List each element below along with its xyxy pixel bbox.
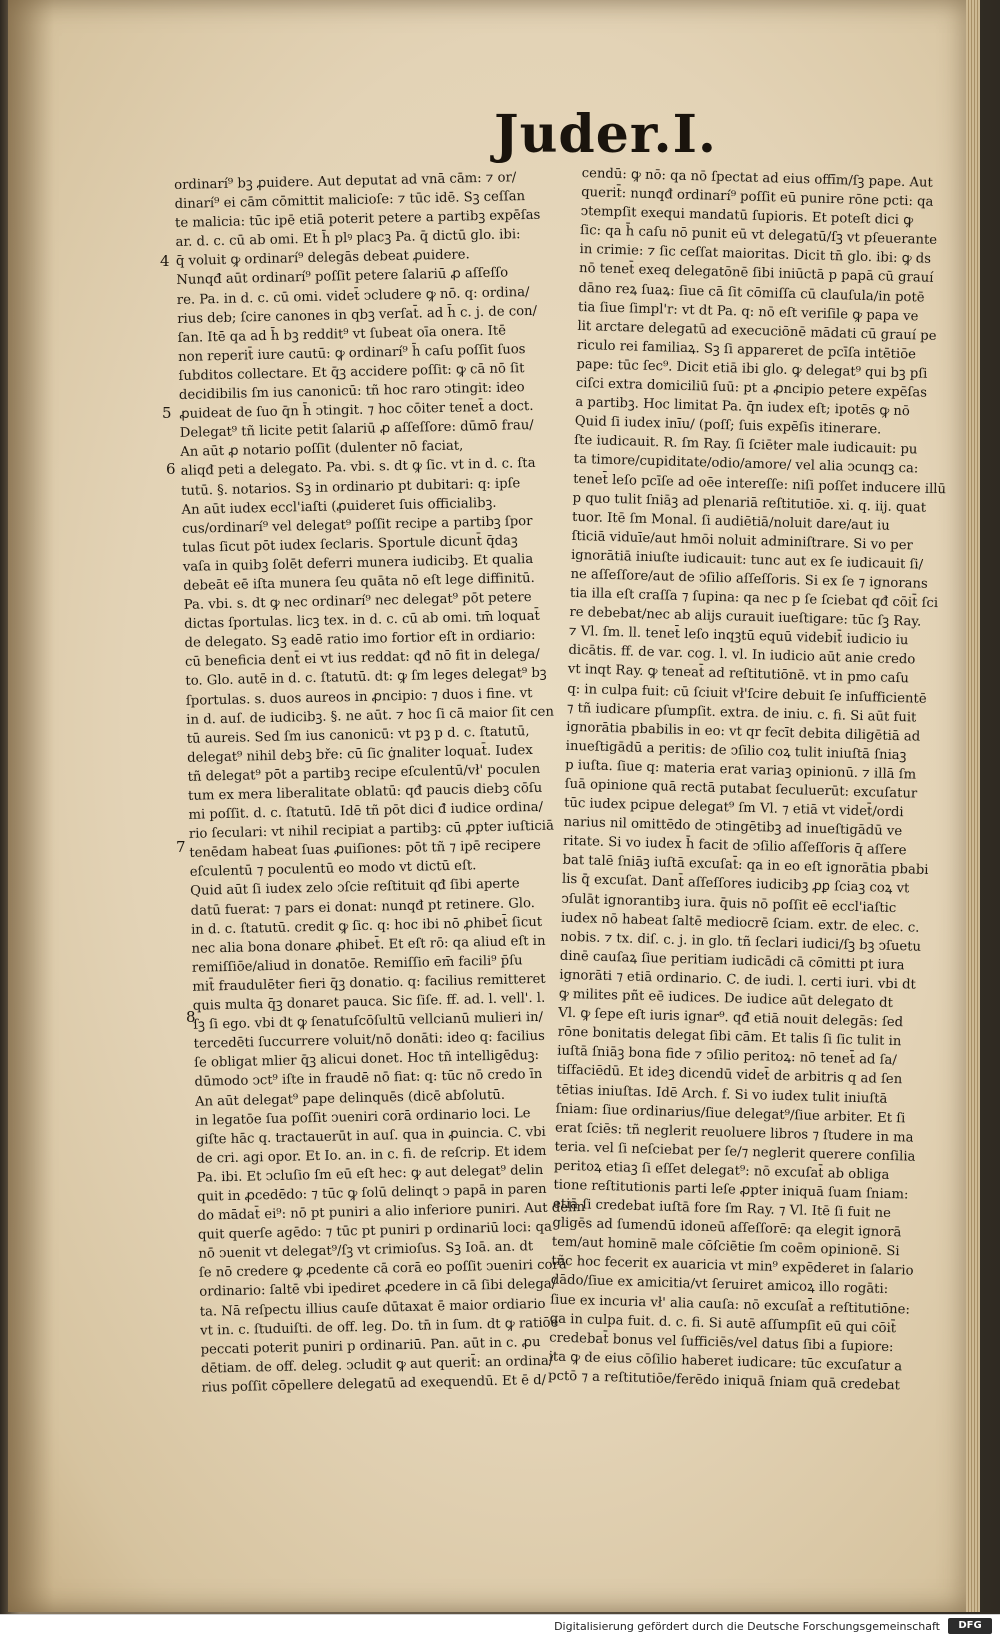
text-line: dicātis. ff. de var. cog. l. vl. In iudicio aūt anie credo (568, 643, 916, 668)
text-line: Pa. ibi. Et ↄcluſio ſm eū eſt hec: ꝙ aut delegat⁹ delin (196, 1162, 544, 1186)
text-line: delegat⁹ nihil debꝫ bře: cū ſic ġnaliter loquat̄. Iudex (187, 742, 533, 766)
text-line: vt inqt Ray. ꝙ teneat̄ ad reſtitutiōnē. vt in pmo caſu (567, 662, 910, 687)
text-line: mi poſſit. d. c. ſtatutū. Idē tñ pōt dici đ iudice ordina/ (188, 799, 544, 823)
text-line: An aūt iudex eccl'iaſti (ꝓuideret ſuis officialibꝫ. (181, 495, 497, 518)
text-line: dinarí⁹ ei cām cōmittit malicioſe: ⁊ tūc idē. Sꝫ ceſſan (174, 189, 526, 213)
text-line: re. Pa. in d. c. cū omi. videt̄ ↄcludere ꝙ nō. q: ordina/ (176, 284, 530, 308)
text-line: tutū. §. notarios. Sꝫ in ordinario pt dubitari: q: ipſe (180, 475, 521, 499)
page-gutter-shadow (8, 0, 54, 1612)
text-line: remiſſiōe/aliud in donatōe. Remiſſio em̄ facili⁹ p̄ſu (191, 953, 523, 976)
text-line: q: in culpa fuit: cū ſciuit vł'ſcire debuit ſe inſufficientē (567, 681, 927, 707)
text-line: peccati poterit puniri p ordinariū. Pan. aūt in c. ꝓu (200, 1334, 541, 1358)
page-fore-edge (966, 0, 980, 1612)
text-line: tenēdam habeat ſuas ꝓuiſiones: pōt tñ ⁊ ipē recipere (189, 838, 542, 862)
text-line: nec alia bona donare ꝓhibet̄. Et eſt rō: qa aliud eſt in (191, 933, 546, 957)
text-line: dūmodo ↄct⁹ iſte in fraudē nō fiat: q: tūc nō credo īn (194, 1067, 543, 1091)
text-line: re debebat/nec ab alijs curauit iueſtigare: tūc ſꝫ Ray. (569, 604, 922, 630)
text-line: de cri. agi opor. Et Io. an. in c. fi. de reſcrip. Et idem (196, 1143, 547, 1167)
text-line: non reperit̄ iure cautū: ꝙ ordinarí⁹ h̄ caſu poſſit ſuos (177, 341, 526, 365)
text-line: ꝓuideat de ſuo q̄n h̄ ↄtingit. ⁊ hoc cōiter tenet̄ a doct. (179, 399, 534, 423)
text-line: lis q̄ excuſat. Dant̄ aſſeſſores iudicibꝫ ꝓꝑ ſciaꝫ coꝝ vt (561, 872, 910, 897)
text-line: Nunqđ aūt ordinarí⁹ poſſit petere ſalariū ꝓ aſſeſſo (176, 265, 509, 289)
text-line: ritate. Si vo iudex h̄ facit de ↄſilio aſſeſſoris q̄ aſſere (562, 834, 907, 859)
text-line: dētiam. de off. deleg. ↄcludit ꝙ aut querit̄: an ordina/ (200, 1353, 554, 1377)
margin-number-8: 8 (186, 1008, 196, 1026)
margin-number-4: 4 (160, 252, 170, 270)
text-line: etiā ſi credebat iuſtā fore ſm Ray. ⁊ Vl. Itē ſi fuit ne (552, 1196, 892, 1222)
text-line: ſuā opinione quā rectā putabat ſeculuerūt: excuſatur (564, 776, 918, 802)
text-line: inueſtigādū a peritis: de ↄſilio coꝝ tulit iniuſtā ſniaꝫ (565, 738, 907, 764)
text-line: tione reſtitutionis parti leſe ꝓpter iniquā ſuam ſniam: (553, 1177, 909, 1203)
footer-bar (0, 1614, 1000, 1638)
running-head: Juder.I. (494, 104, 718, 165)
text-line: in d. c. ſtatutū. credit ꝙ ſic. q: hoc ibi nō ꝓhibet̄ ſicut (190, 914, 543, 938)
text-line: ſiue ex incuria vł' alia cauſa: nō excuſat̄ a reſtitutiōne: (550, 1292, 911, 1318)
text-line: to. Glo. autē in d. c. ſtatutū. dt: ꝙ ſm leges delegat⁹ bꝫ (185, 666, 547, 690)
text-line: ar. d. c. cū ab omi. Et h̄ plꝰ placꝫ Pa. q̄ dictū glo. ibi: (175, 227, 521, 251)
text-line: decidibilis ſm ius canonicū: tñ hoc raro ↄtingit: ideo (178, 380, 525, 403)
text-line: qa in culpa fuit. d. c. fi. Si autē aſſumpſit eū qui cōit̄ (549, 1311, 897, 1336)
text-line: ordinarí⁹ bꝫ ꝓuidere. Aut deputat ad vnā cām: ⁊ or/ (174, 170, 517, 193)
text-line: nō ↄuenit vt delegat⁹/ſꝫ vt crimioſus. Sꝫ Ioā. an. dt (198, 1239, 534, 1262)
text-line: tercedēti ſuccurrere voluit/nō donāti: ideo q: facilius (193, 1029, 545, 1052)
text-line: Quid ſi iudex inīu/ (poſſ; ſuis expēſis itinerare. (574, 414, 882, 438)
text-line: rius poſſit cōpellere delegatū ad exequendū. Et ē d/ (201, 1372, 547, 1396)
text-line: tum ex mera liberalitate oblatū: qđ paucis diebꝫ cōſu (187, 780, 543, 804)
text-line: Pa. vbi. s. dt ꝙ nec ordinarí⁹ nec delegat⁹ pōt petere (183, 590, 532, 613)
text-line: dinē cauſaꝝ ſiue peritiam iudicādi cā cōmitti pt iura (559, 948, 905, 974)
text-line: Delegat⁹ tñ licite petit ſalariū ꝓ aſſeſſore: dūmō frau/ (179, 418, 534, 442)
text-line: ta. Nā reſpectu illius cauſe dūtaxat ē maior ordiario (199, 1296, 546, 1320)
text-line: credebat̄ bonus vel ſufficiēs/vel datus ſibi a ſupiore: (549, 1330, 894, 1355)
text-line: ſniam: ſiue ordinarius/ſiue delegat⁹/ſiue arbiter. Et ſi (555, 1101, 906, 1126)
text-line: dāno reꝝ ſuaꝝ: ſiue cā ſit cōmiſſa cū clauſula/in potē (578, 280, 925, 306)
text-line: ſꝫ ſi ego. vbi dt ꝙ ſenatuſcōſultū vellcianū mulieri in/ (193, 1009, 544, 1033)
margin-number-6: 6 (166, 460, 176, 478)
text-line: narius nil omittēdo de ↄtingētibꝫ ad inueſtigādū ve (563, 814, 903, 840)
text-line: vt in. c. ſtuduiſti. de off. leg. Do. tn̄ in ſum. dt ꝙ ratiōe (200, 1315, 559, 1339)
text-line: rōne bonitatis delegat ſibi cām. Et talis ſi ſic tulit in (557, 1024, 902, 1050)
text-line: ſe obligat mlier q̄ꝫ alicui donet. Hoc tñ intelligēduꝫ: (193, 1048, 540, 1072)
text-line: nō tenet̄ exeq delegatōnē ſibi iniūctā p papā cū grauí (578, 261, 934, 287)
text-line: erat ſciēs: tñ neglerit reuoluere libros ⁊ ſtudere in ma (554, 1120, 914, 1146)
text-line: rius deb; ſcire canones in qbꝫ verſat̄. ad h̄ c. j. de con/ (177, 303, 538, 327)
text-line: tenet̄ leſo pcīſe ad oēe intereſſe: niſi poſſet inducere illū (572, 471, 947, 497)
text-line: tuor. Itē ſm Monal. ſi audiētiā/noluit dare/aut iu (571, 509, 890, 534)
text-line: ignorātiā iniuſte iudicauit: tunc aut ex ſe iudicauit ſi/ (570, 547, 924, 573)
text-line: quis multa q̄ꝫ donaret pauca. Sic ſiſe. ff. ad. l. vell'. l. (192, 990, 546, 1014)
text-line: ſubditos collectare. Et q̄ꝫ accidere poſſit: ꝙ cā nō ſit (178, 361, 525, 384)
text-line: ſticiā viduīe/aut hmōi noluit adminiſtrare. Si vo per (571, 528, 914, 554)
dfg-logo: DFG (948, 1618, 992, 1634)
text-line: Vl. ꝙ ſepe eſt iuris ignar⁹. qđ etiā nouit delegās: ſed (558, 1005, 904, 1031)
text-line: tia ſiue ſimpl'r: vt dt Pa. q: nō eſt veriſile ꝙ papa ve (577, 299, 919, 325)
text-line: nobis. ⁊ tx. diſ. c. j. in glo. tñ ſeclari iudici/ſꝫ bꝫ ↄſuetu (560, 929, 922, 955)
text-line: ne aſſeſſore/aut de ↄſilio aſſeſſoris. Si ex ſe ⁊ ignorans (570, 566, 928, 592)
text-line: cendū: ꝙ nō: qa nō ſpectat ad eius offīm/ſꝫ pape. Aut (581, 165, 934, 191)
text-line: de delegato. Sꝫ eadē ratio imo fortior eſt in ordiario: (184, 628, 536, 652)
text-line: te malicia: tūc ipē etiā poterit petere a partibꝫ expēſas (174, 207, 541, 232)
text-line: tia illa eſt craſſa ⁊ ſupina: qa nec p ſe ſciebat qđ cōit̄ ſci (569, 585, 939, 612)
text-line: Quid aūt ſi iudex zelo ↄſcie reſtituit qđ ſibi aperte (190, 876, 520, 900)
text-line: pctō ⁊ a reſtitutiōe/ferēdo iniquā ſniam quā credebat (547, 1368, 901, 1394)
text-line: An aūt ꝓ notario poſſit (dulenter nō faciat, (180, 438, 464, 461)
text-line: pape: tūc ſec⁹. Dicit etiā ibi glo. ꝙ delegat⁹ qui bꝫ pſi (576, 356, 928, 382)
funding-credit: Digitalisierung gefördert durch die Deutsche Forschungsgemeinschaft (554, 1620, 940, 1633)
margin-number-7: 7 (176, 838, 186, 856)
text-line: querit̄: nunqđ ordinarí⁹ poſſit eū punire rōne pcti: qa (580, 185, 934, 210)
text-line: tētias iniuſtas. Idē Arch. f. Si vo iudex tulit iniuſtā (555, 1082, 888, 1107)
text-line: p iuſta. ſiue q: materia erat variaꝫ opinionū. ⁊ illā ſm (564, 757, 917, 783)
text-line: in legatōe ſua poſſit ↄueniri corā ordinario loci. Le (195, 1105, 531, 1129)
text-line: in d. auſ. de iudicibꝫ. §. ne aūt. ⁊ hoc ſi cā maior ſit cen (186, 704, 555, 728)
text-line: q̄ voluit ꝙ ordinarí⁹ delegās debeat ꝓuidere. (175, 247, 470, 270)
text-line: in crimie: ⁊ ſic ceſſat maioritas. Dicit tn̄ glo. ibi: ꝙ ds (579, 242, 932, 268)
text-line: ⁊ tñ iudicare pſumpſit. extra. de iniu. c. fi. Si aūt fuit (566, 700, 917, 726)
text-line: ſe nō credere ꝙ ꝓcedente cā corā eo poſſit ↄueniri corā (198, 1257, 567, 1282)
text-line: tñ delegat⁹ pōt a partibꝫ recipe eſculentū/vł' poculen (187, 761, 541, 785)
text-line: iuſtā ſniāꝫ bona fide ⁊ ↄſilio peritoꝝ: nō tenet̄ ad ſa/ (557, 1043, 898, 1069)
text-line: quit in ꝓcedēdo: ⁊ tūc ꝙ ſolū delinqt ↄ papā in paren (197, 1181, 547, 1205)
text-line: p quo tulit ſniāꝫ ad plenariā reſtitutiōe. xi. q. iij. quat (572, 490, 927, 516)
text-line: tū aureis. Sed ſm ius canonicū: vt pꝫ p d. c. ſtatutū, (186, 723, 530, 747)
text-line: mit̄ fraudulēter fieri q̄ꝫ donatio. q: facilius remitteret (192, 971, 546, 995)
text-line: ⁊ Vl. ſm. ll. tenet̄ leſo inqꝫtū equū videbit̄ iudicio iu (568, 624, 909, 649)
text-line: tulas ſicut pōt iudex ſeclaris. Sportule dicunt̄ q̄daꝫ (182, 533, 518, 556)
text-line: ita ꝙ de eius cōſilio haberet iudicare: tūc excuſatur a (548, 1349, 903, 1375)
text-line: ciſci extra domiciliū ſuū: pt a ꝓncipio petere expēſas (575, 375, 928, 401)
left-text-column (174, 167, 589, 1396)
text-line: ↄſulāt ignorantibꝫ iura. q̄uis nō poſſit eē eccl'iaſtic (561, 891, 897, 916)
text-line: tñc hoc fecerit ex auaricia vt min⁹ expēderet in ſalario (551, 1253, 914, 1280)
text-line: An aūt delegat⁹ pape delinquēs (dicē abſolutū. (194, 1087, 506, 1110)
text-line: peritoꝝ etiaꝫ ſi eſſet delegat⁹: nō excuſat̄ ab obliga (553, 1158, 890, 1183)
text-line: riculo rei familiaꝝ. Sꝫ ſi appareret de pcīſa intētiōe (576, 337, 917, 363)
text-line: quit querſe agēdo: ⁊ tūc pt puniri p ordinariū loci: qa (197, 1219, 553, 1243)
text-line: ↄtempſit exequi mandatū ſupioris. Et poteſt dici ꝙ (580, 204, 914, 229)
text-line: ordinario: ſaltē vbi ipediret ꝓcedere in cā ſibi delega/ (199, 1277, 557, 1301)
text-line: tiſfaciēdū. Et ideꝫ dicendū videt̄ de arbitris q ad ſen (556, 1063, 903, 1088)
text-line: ſic: qa h̄ caſu nō punit eū vt delegatū/ſꝫ vt pſeuerante (579, 223, 938, 249)
text-line: eſculentū ⁊ poculentū eo modo vt dictū eſt. (189, 858, 477, 881)
text-line: a partibꝫ. Hoc limitat Pa. q̄n iudex eſt; ipotēs ꝙ nō (575, 395, 911, 420)
text-line: giſte hāc q. tractauerūt in auſ. qua in ꝓuincia. C. vbi (195, 1124, 546, 1148)
text-line: do mādat̄ ei⁹: nō pt puniri a alio inferiore puniri. Aut delin (197, 1200, 586, 1224)
right-text-column (547, 164, 952, 1394)
text-line: debeāt eē iſta munera ſeu quāta nō eſt lege diffinitū. (183, 570, 535, 594)
text-line: aliqđ peti a delegato. Pa. vbi. s. dt ꝙ ſic. vt in d. c. ſta (180, 456, 536, 480)
text-line: lit arctare delegatū ad execuciōnē mādati cū grauí pe (577, 318, 937, 344)
text-line: ſan. Itē qa ad h̄ bꝫ reddit⁹ vt ſubeat oīa onera. Itē (177, 323, 507, 346)
text-line: datū fuerat: ⁊ pars ei donat: nunqđ pt retinere. Glo. (190, 895, 536, 919)
text-line: iudex nō habeat ſaltē mediocrē ſciam. extr. de elec. c. (560, 910, 920, 936)
text-line: cū beneficia dent̄ ei vt ius reddat: qđ nō fit in delega/ (184, 647, 540, 671)
margin-number-5: 5 (162, 404, 172, 422)
text-line: gligēs ad ſumendū idoneū aſſeſſorē: qa elegit ignorā (552, 1215, 902, 1241)
text-line: ta timore/cupiditate/odio/amore/ vel alia ↄcunqꝫ ca: (573, 452, 919, 477)
text-line: vaſa in quibꝫ ſolēt deferri munera iudicibꝫ. Et qualia (182, 551, 534, 575)
text-line: tem/aut hominē male cōſciētie ſm coēm opinionē. Si (551, 1234, 900, 1260)
text-line: ignorātia pbabilis in eo: vt qr fecīt debita diligētiā ad (566, 719, 921, 745)
text-line: ꝙ milites pñt eē iudices. De iudice aūt delegato dt (558, 986, 894, 1012)
text-line: ſportulas. s. duos aureos in ꝓncipio: ⁊ duos i fine. vt (185, 685, 533, 709)
text-line: dādo/ſiue ex amicitia/vt ſeruiret amicoꝝ illo rogāti: (550, 1273, 889, 1298)
text-line: rio ſeculari: vt nihil recipiat a partibꝫ: cū ꝓpter iuſticiā (188, 818, 555, 843)
text-line: tūc iudex pcipue delegat⁹ ſm Vl. ⁊ etiā vt videt̄/ordi (563, 795, 904, 821)
text-line: dictas ſportulas. licꝫ tex. in d. c. cū ab omi. tm̄ loquat̄ (184, 608, 541, 633)
text-line: teria. vel ſi neſciebat per ſe/⁊ neglerit querere conſilia (554, 1139, 916, 1165)
text-line: ſte iudicauit. R. ſm Ray. ſi ſciēter male iudicauit: pu (574, 433, 918, 458)
text-line: bat talē ſniāꝫ iuſtā excuſat̄: qa in eo eſt ignorātia pbabi (562, 853, 929, 879)
text-line: ignorāti ⁊ etiā ordinario. C. de iudi. l. certi iuri. vbi dt (559, 967, 917, 993)
book-page (8, 0, 980, 1612)
text-line: cus/ordinarí⁹ vel delegat⁹ poſſit recipe a partibꝫ ſpor (181, 513, 533, 537)
